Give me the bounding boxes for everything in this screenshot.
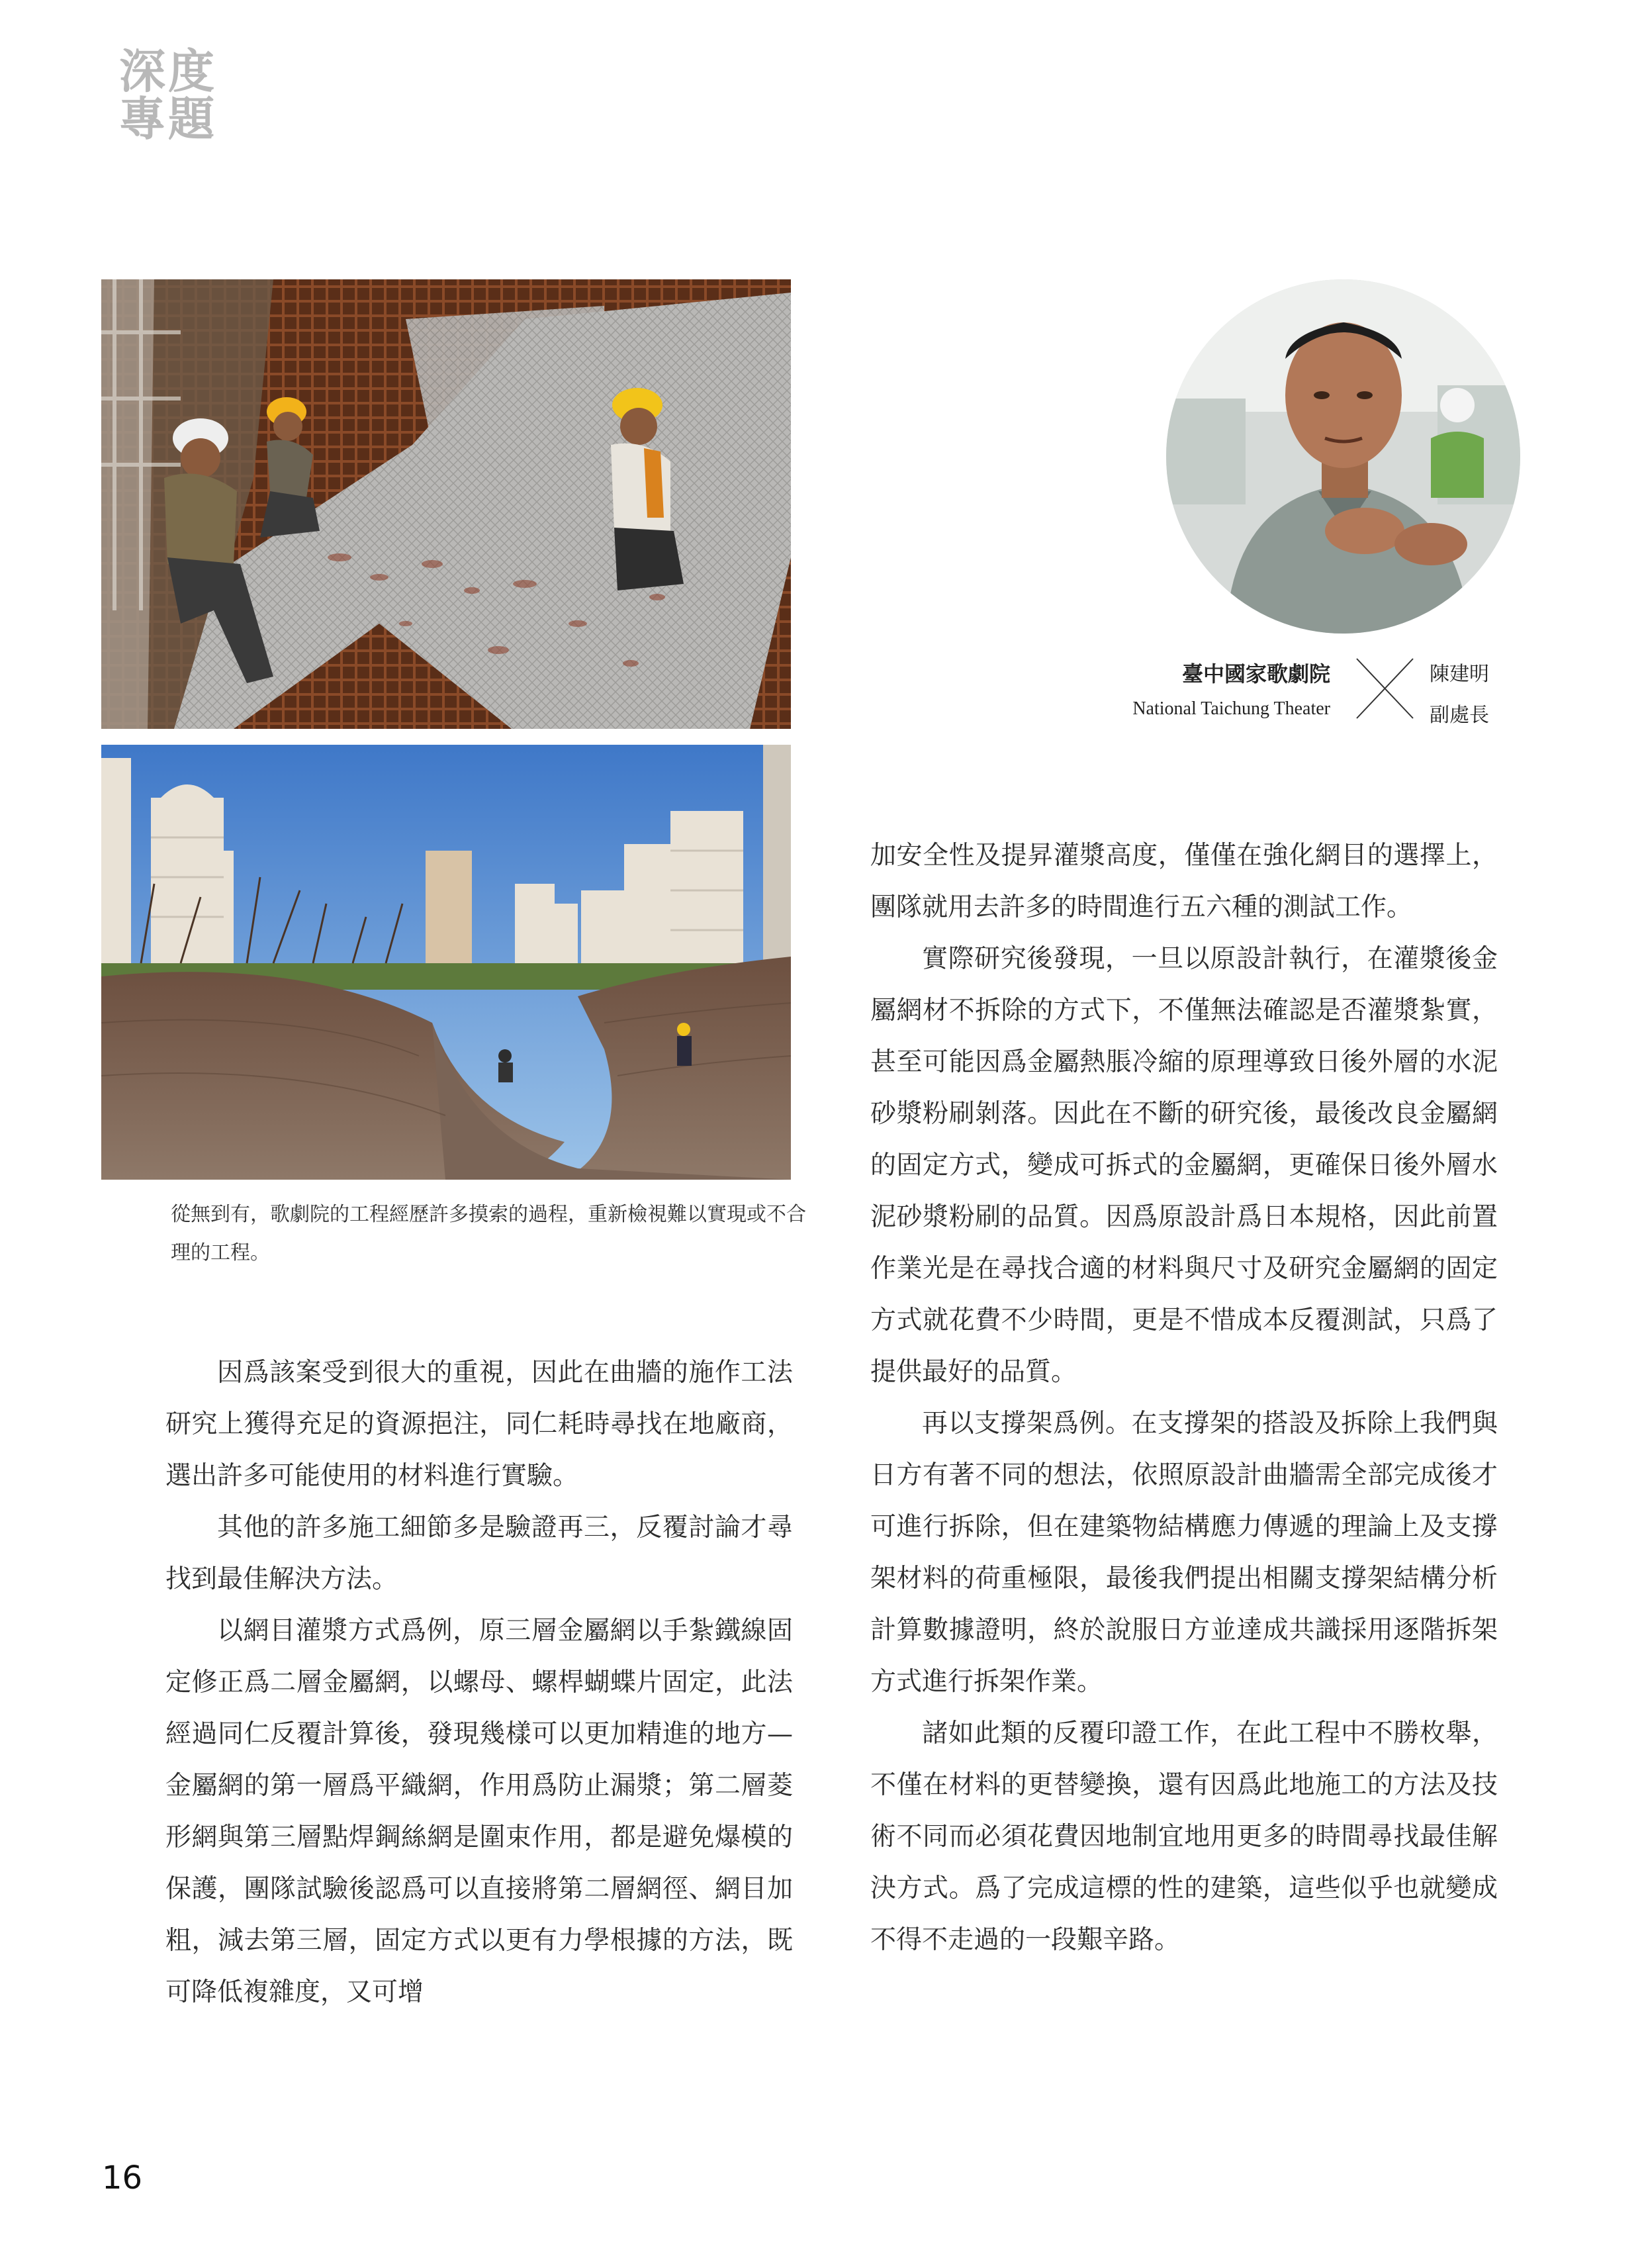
- paragraph: 再以支撐架爲例。在支撐架的搭設及拆除上我們與日方有著不同的想法，依照原設計曲牆需全部完成後才可進行拆除，但在建築物結構應力傳遞的理論上及支撐架材料的荷重極限，最後我們提出相關支撐架結構分析計算數據證明，終於說服日方並達成共識採用逐階拆架方式進行拆架作業。: [870, 1409, 1498, 1697]
- cross-divider-icon: [1353, 655, 1416, 722]
- construction-photo-workers: [101, 279, 791, 729]
- interviewee-name: 陳建明: [1430, 663, 1489, 686]
- paragraph: 其他的許多施工細節多是驗證再三，反覆討論才尋找到最佳解決方法。: [165, 1513, 793, 1594]
- organization-name-en: National Taichung Theater: [1132, 698, 1330, 719]
- interviewee-credit: [1032, 652, 1509, 732]
- organization-name-zh: 臺中國家歌劇院: [1181, 661, 1330, 686]
- paragraph: 諸如此類的反覆印證工作，在此工程中不勝枚舉，不僅在材料的更替變換，還有因爲此地施工的方法及技術不同而必須花費因地制宜地用更多的時間尋找最佳解決方式。爲了完成這標的性的建築，這些似乎也就變成不得不走過的一段艱辛路。: [870, 1719, 1498, 1955]
- paragraph: 實際研究後發現，一旦以原設計執行，在灌漿後金屬網材不拆除的方式下，不僅無法確認是否灌漿紮實，甚至可能因爲金屬熱脹冷縮的原理導致日後外層的水泥砂漿粉刷剝落。因此在不斷的研究後，最後改良金屬網的固定方式，變成可拆式的金屬網，更確保日後外層水泥砂漿粉刷的品質。因爲原設計爲日本規格，因此前置作業光是在尋找合適的材料與尺寸及研究金屬網的固定方式就花費不少時間，更是不惜成本反覆測試，只爲了提供最好的品質。: [870, 944, 1498, 1387]
- section-label-line1: 深度: [119, 44, 217, 99]
- page-number: 16: [102, 2159, 143, 2197]
- article-column-left: [165, 1347, 793, 2018]
- paragraph: 以網目灌漿方式爲例，原三層金屬網以手紮鐵線固定修正爲二層金屬網，以螺母、螺桿蝴蝶片固定，此法經過同仁反覆計算後，發現幾樣可以更加精進的地方—金屬網的第一層爲平織網，作用爲防止漏漿；第二層菱形網與第三層點焊鋼絲網是圍束作用，都是避免爆模的保護，團隊試驗後認爲可以直接將第二層網徑、網目加粗，減去第三層，固定方式以更有力學根據的方法，既可降低複雜度，又可增: [165, 1616, 793, 2007]
- portrait-photo: [1166, 279, 1520, 634]
- paragraph-continued: 加安全性及提昇灌漿高度，僅僅在強化網目的選擇上，團隊就用去許多的時間進行五六種的測試工作。: [870, 841, 1498, 922]
- photo-caption: 從無到有，歌劇院的工程經歷許多摸索的過程，重新檢視難以實現或不合理的工程。: [171, 1203, 806, 1264]
- interviewee-title: 副處長: [1430, 704, 1489, 727]
- section-label-line2: 專題: [119, 91, 217, 146]
- construction-photo-curved-walls: [101, 745, 791, 1180]
- paragraph: 因爲該案受到很大的重視，因此在曲牆的施作工法研究上獲得充足的資源挹注，同仁耗時尋找在地廠商，選出許多可能使用的材料進行實驗。: [165, 1358, 793, 1491]
- section-label: [119, 44, 217, 146]
- article-column-right: [870, 830, 1498, 1966]
